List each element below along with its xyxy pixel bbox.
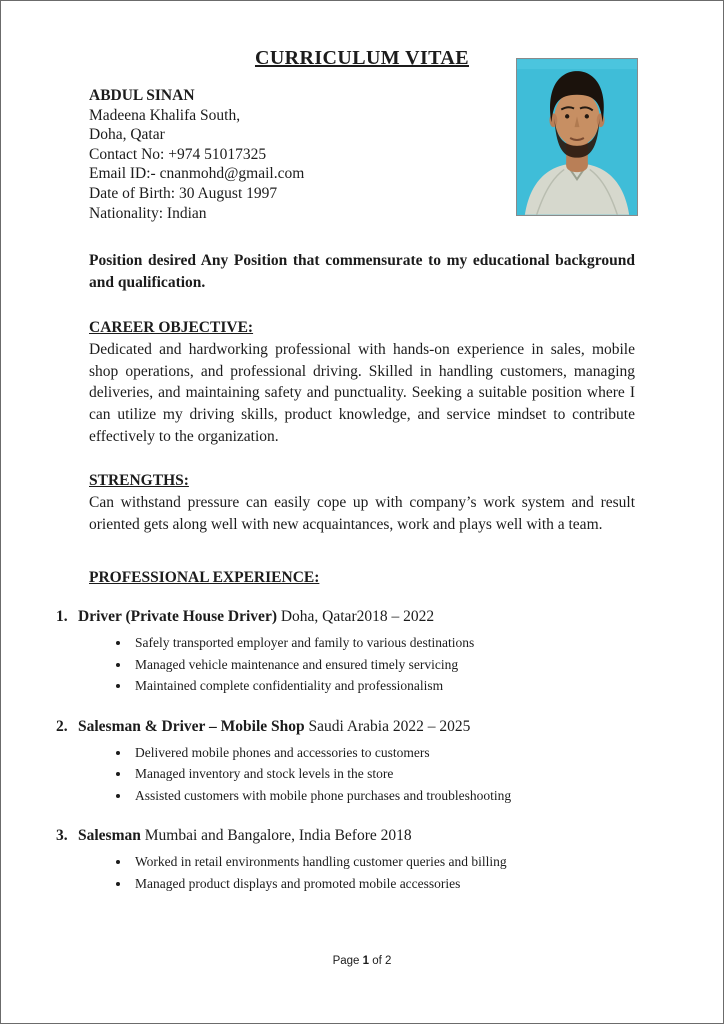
applicant-photo-graphic (517, 59, 637, 215)
bullet-item: • Safely transported employer and family to various destinations (131, 632, 635, 654)
job-role: Salesman & Driver – Mobile Shop (78, 717, 305, 735)
job-number: 1. (56, 608, 68, 626)
footer-page-prefix: Page (332, 955, 363, 967)
page-title: CURRICULUM VITAE (254, 47, 469, 69)
job-number: 3. (56, 827, 68, 845)
page-footer (1, 955, 723, 967)
email-address: Email ID:- cnanmohd@gmail.com (89, 165, 305, 183)
bullet-item: • Managed product displays and promoted mobile accessories (131, 873, 635, 895)
date-of-birth: Date of Birth: 30 August 1997 (89, 184, 278, 202)
bullet-item: • Maintained complete confidentiality and professionalism (131, 675, 635, 697)
job-location-dates: Saudi Arabia 2022 – 2025 (304, 717, 471, 735)
bullet-item: • Managed vehicle maintenance and ensured timely servicing (131, 654, 635, 676)
career-objective-body: Dedicated and hardworking professional with hands-on experience in sales, mobile shop operations, and professional driving. Skilled in handling customers, managing deliveries, and maintaining safety and punctuality. Seeking a suitable position where I can utilize my driving skills, product knowledge, and service mindset to contribute effectively to the organization. (89, 341, 635, 445)
footer-page-number: 1 (362, 955, 370, 967)
footer-page-total: 2 (385, 955, 392, 967)
job-item-3 (56, 827, 635, 894)
bullet-item: • Managed inventory and stock levels in the store (131, 763, 635, 785)
job-number: 2. (56, 717, 68, 735)
job-title-1 (56, 608, 635, 626)
job-title-3 (56, 827, 635, 845)
bullet-item: • Assisted customers with mobile phone purchases and troubleshooting (131, 785, 635, 807)
job-item-2 (56, 718, 635, 807)
applicant-name: ABDUL SINAN (89, 87, 195, 104)
career-objective-heading: CAREER OBJECTIVE: (89, 319, 254, 337)
strengths-body: Can withstand pressure can easily cope up with company’s work system and result oriented gets along well with new acquaintances, work and plays well with a team. (89, 494, 635, 533)
footer-of-text: of (369, 955, 386, 967)
job-role: Salesman (78, 827, 141, 845)
job-location-dates: Mumbai and Bangalore, India Before 2018 (140, 827, 412, 845)
strengths-heading: STRENGTHS: (89, 472, 189, 490)
job-bullets-2 (56, 742, 635, 807)
applicant-photo (516, 58, 638, 216)
position-desired-statement: Position desired Any Position that commensurate to my educational background and qualification. (89, 252, 635, 292)
experience-heading: PROFESSIONAL EXPERIENCE: (89, 569, 320, 587)
job-bullets-3 (56, 851, 635, 894)
bullet-item: • Delivered mobile phones and accessories to customers (131, 742, 635, 764)
bullet-item: • Worked in retail environments handling customer queries and billing (131, 851, 635, 873)
address-line-2: Doha, Qatar (89, 126, 165, 144)
job-location-dates: Doha, Qatar2018 – 2022 (276, 608, 435, 626)
personal-info-block (89, 86, 509, 223)
job-role: Driver (Private House Driver) (78, 608, 277, 626)
contact-number: Contact No: +974 51017325 (89, 145, 267, 163)
job-bullets-1 (56, 632, 635, 697)
job-title-2 (56, 718, 635, 736)
job-item-1 (56, 608, 635, 697)
address-line-1: Madeena Khalifa South, (89, 106, 241, 124)
nationality: Nationality: Indian (89, 204, 207, 222)
